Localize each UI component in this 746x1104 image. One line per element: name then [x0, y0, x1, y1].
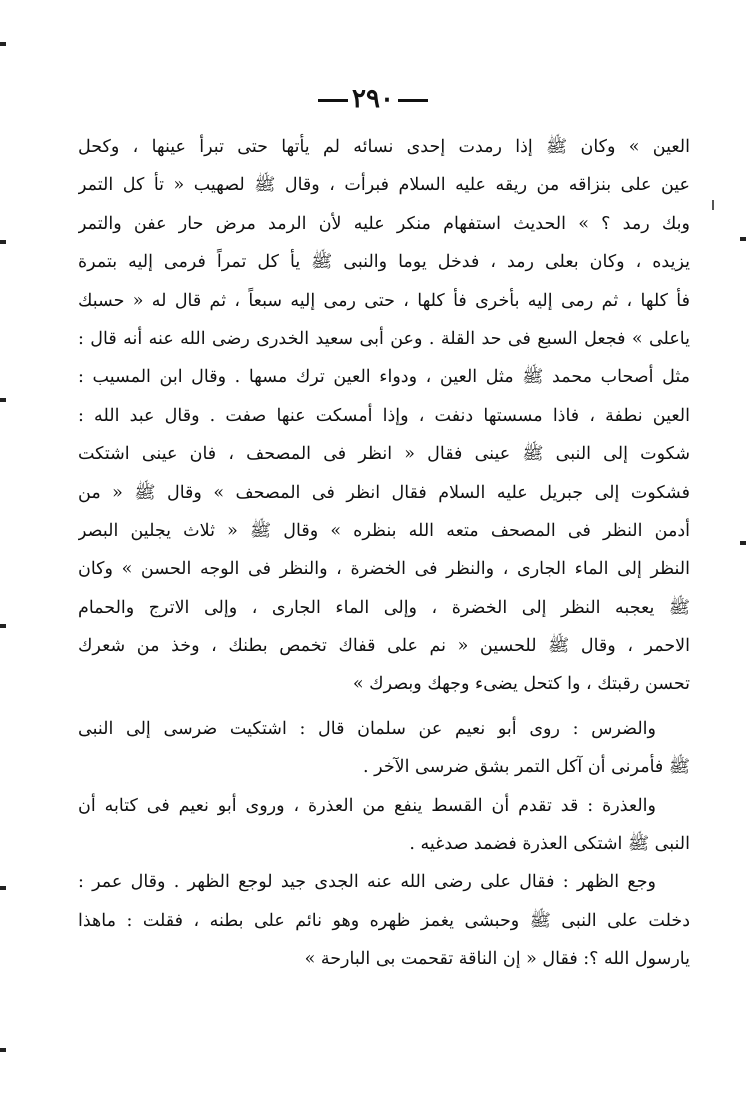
- text-line: الاحمر ، وقال ﷺ للحسين « نم على قفاك تخمص بطنك ، وخذ من شعرك: [78, 636, 690, 657]
- margin-tick: [712, 200, 714, 210]
- text-line: تحسن رقبتك ، وا كتحل يضىء وجهك وبصرك »: [352, 674, 690, 695]
- text-line: مثل أصحاب محمد ﷺ مثل العين ، ودواء العين ترك مسها . وقال ابن المسيب :: [78, 367, 690, 388]
- text-line: وبك رمد ؟ » الحديث استفهام منكر عليه لأن الرمد مرض حار عفن والتمر: [78, 213, 690, 234]
- text-line: ﷺ يعجبه النظر إلى الخضرة ، وإلى الماء الجارى ، وإلى الاترج والحمام: [78, 597, 690, 618]
- right-margin-mark: [740, 237, 746, 241]
- right-margin-mark: [740, 541, 746, 545]
- paragraph-start-line: والعذرة : قد تقدم أن القسط ينفع من العذرة ، وروى أبو نعيم فى كتابه أن: [78, 795, 656, 816]
- left-margin-mark: [0, 624, 6, 628]
- text-line: النبى ﷺ اشتكى العذرة فضمد صدغيه .: [409, 834, 690, 855]
- paragraph-start-line: والضرس : روى أبو نعيم عن سلمان قال : اشتكيت ضرسى إلى النبى: [78, 718, 656, 739]
- text-line: ياعلى » فجعل السبع فى حد القلة . وعن أبى سعيد الخدرى رضى الله عنه أنه قال :: [78, 328, 690, 349]
- left-margin-mark: [0, 42, 6, 46]
- text-line: ﷺ فأمرنى أن آكل التمر بشق ضرسى الآخر .: [363, 757, 690, 778]
- text-line: أدمن النظر فى المصحف متعه الله بنظره » وقال ﷺ « ثلاث يجلين البصر: [78, 520, 690, 541]
- text-line: دخلت على النبى ﷺ وحبشى يغمز ظهره وهو نائم على بطنه ، فقلت : ماهذا: [78, 910, 690, 931]
- body-text: [78, 128, 690, 979]
- page-number-dash: [398, 99, 428, 102]
- paragraph-start-line: وجع الظهر : فقال على رضى الله عنه الجدى جيد لوجع الظهر . وقال عمر :: [78, 872, 656, 893]
- left-margin-mark: [0, 886, 6, 890]
- left-margin-mark: [0, 1048, 6, 1052]
- text-line: عين على بنزاقه من ريقه عليه السلام فبرأت ، وقال ﷺ لصهيب « تأ كل التمر: [78, 175, 690, 196]
- page-number-dash: [318, 99, 348, 102]
- left-margin-mark: [0, 398, 6, 402]
- text-line: يارسول الله ؟: فقال « إن الناقة تقحمت بى البارحة »: [304, 949, 690, 970]
- text-line: العين نطفة ، فاذا مسستها دنفت ، وإذا أمسكت عنها صفت . وقال عبد الله :: [78, 405, 690, 426]
- page-number: [0, 84, 746, 114]
- text-line: النظر إلى الماء الجارى ، والنظر فى الخضرة ، والنظر فى الوجه الحسن » وكان: [78, 559, 690, 580]
- text-line: فشكوت إلى جبريل عليه السلام فقال انظر فى المصحف » وقال ﷺ « من: [78, 482, 690, 503]
- text-line: فأ كلها ، ثم رمى إليه بأخرى فأ كلها ، حتى رمى إليه سبعاً ، ثم قال له « حسبك: [78, 290, 690, 311]
- left-margin-mark: [0, 240, 6, 244]
- text-line: يزيده ، وكان بعلى رمد ، فدخل يوما والنبى ﷺ يأ كل تمراً فرمى إليه بتمرة: [78, 252, 690, 273]
- text-line: العين » وكان ﷺ إذا رمدت إحدى نسائه لم يأتها حتى تبرأ عينها ، وكحل: [78, 137, 690, 157]
- text-line: شكوت إلى النبى ﷺ عينى فقال « انظر فى المصحف ، فان عينى اشتكت: [78, 444, 690, 465]
- page-number-value: ٢٩٠: [352, 84, 394, 114]
